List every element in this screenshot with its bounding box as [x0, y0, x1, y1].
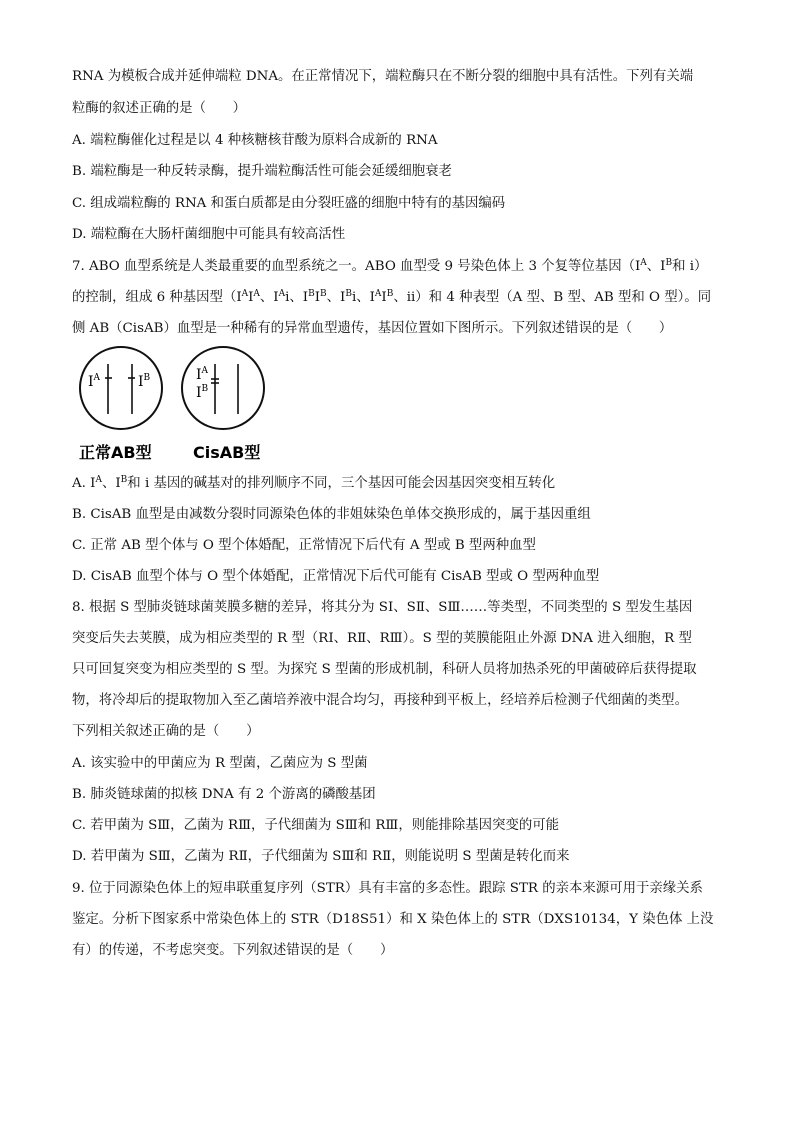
q7-option-a: A. $I^A$、$I^B$和 i 基因的碱基对的排列顺序不同，三个基因可能会因基因突变相互转化 [72, 475, 556, 491]
caption-normal-ab: 正常AB型 [79, 443, 152, 462]
cis-label-ia: $I^A$ [196, 366, 209, 383]
q8-option-b: B. 肺炎链球菌的拟核 DNA 有 2 个游离的磷酸基团 [72, 787, 376, 802]
q6-stem-line-2: 粒酶的叙述正确的是（ ） [72, 101, 247, 116]
cis-label-ib: $I^B$ [196, 384, 209, 401]
q7-option-b: B. CisAB 血型是由减数分裂时同源染色体的非姐妹染色单体交换形成的，属于基因重组 [72, 507, 591, 522]
q6-option-b: B. 端粒酶是一种反转录酶，提升端粒酶活性可能会延缓细胞衰老 [72, 164, 452, 179]
q7-stem-line-2: 的控制，组成 6 种基因型（$I^AI^A$、$I^Ai$、$I^BI^B$、$I^Bi$、$I^AI^B$、ii）和 4 种表型（A 型、B 型、AB 型和 O 型）。同 [72, 289, 712, 305]
q8-stem-line-4: 物，将冷却后的提取物加入至乙菌培养液中混合均匀，再接种到平板上，经培养后检测子代细菌的类型。 [72, 693, 688, 708]
q6-stem-line-1: RNA 为模板合成并延伸端粒 DNA。在正常情况下，端粒酶只在不断分裂的细胞中具有活性。下列有关端 [72, 69, 694, 84]
caption-cisab: CisAB型 [193, 443, 261, 462]
q9-stem-line-2: 鉴定。分析下图家系中常染色体上的 STR（D18S51）和 X 染色体上的 STR（DXS10134，Y 染色体 上没 [72, 912, 714, 927]
q6-option-a: A. 端粒酶催化过程是以 4 种核糖核苷酸为原料合成新的 RNA [72, 133, 438, 148]
q7-stem-line-3: 侧 AB（CisAB）血型是一种稀有的异常血型遗传，基因位置如下图所示。下列叙述错误的是（ ） [72, 321, 673, 336]
q8-stem-line-5: 下列相关叙述正确的是（ ） [72, 724, 260, 739]
q6-option-c: C. 组成端粒酶的 RNA 和蛋白质都是由分裂旺盛的细胞中特有的基因编码 [72, 196, 506, 211]
q8-stem-line-2: 突变后失去荚膜，成为相应类型的 R 型（RⅠ、RⅡ、RⅢ）。S 型的荚膜能阻止外源 DNA 进入细胞，R 型 [72, 631, 692, 646]
q8-stem-line-1: 8. 根据 S 型肺炎链球菌荚膜多糖的差异，将其分为 SⅠ、SⅡ、SⅢ……等类型，不同类型的 S 型发生基因 [72, 600, 693, 615]
chromosome-figure [72, 346, 312, 466]
q9-stem-line-1: 9. 位于同源染色体上的短串联重复序列（STR）具有丰富的多态性。跟踪 STR 的亲本来源可用于亲缘关系 [72, 881, 703, 896]
q7-option-c: C. 正常 AB 型个体与 O 型个体婚配，正常情况下后代有 A 型或 B 型两种血型 [72, 538, 536, 553]
cisab-cell [182, 347, 264, 429]
q8-option-c: C. 若甲菌为 SⅢ，乙菌为 RⅢ，子代细菌为 SⅢ和 RⅢ，则能排除基因突变的可能 [72, 818, 560, 833]
chromosome-diagram [72, 346, 312, 466]
q7-stem-line-1: 7. ABO 血型系统是人类最重要的血型系统之一。ABO 血型受 9 号染色体上 3 个复等位基因（$I^A$、$I^B$和 i） [72, 258, 708, 274]
q9-stem-line-3: 有）的传递，不考虑突变。下列叙述错误的是（ ） [72, 943, 394, 958]
q6-option-d: D. 端粒酶在大肠杆菌细胞中可能具有较高活性 [72, 227, 346, 242]
normal-label-ia: $I^A$ [88, 373, 101, 390]
normal-label-ib: $I^B$ [138, 373, 151, 390]
q8-option-d: D. 若甲菌为 SⅢ，乙菌为 RⅡ，子代细菌为 SⅢ和 RⅡ，则能说明 S 型菌是转化而来 [72, 849, 570, 864]
q8-option-a: A. 该实验中的甲菌应为 R 型菌，乙菌应为 S 型菌 [72, 756, 368, 771]
q8-stem-line-3: 只可回复突变为相应类型的 S 型。为探究 S 型菌的形成机制，科研人员将加热杀死的甲菌破碎后获得提取 [72, 662, 697, 677]
q7-option-d: D. CisAB 血型个体与 O 型个体婚配，正常情况下后代可能有 CisAB 型或 O 型两种血型 [72, 569, 600, 584]
